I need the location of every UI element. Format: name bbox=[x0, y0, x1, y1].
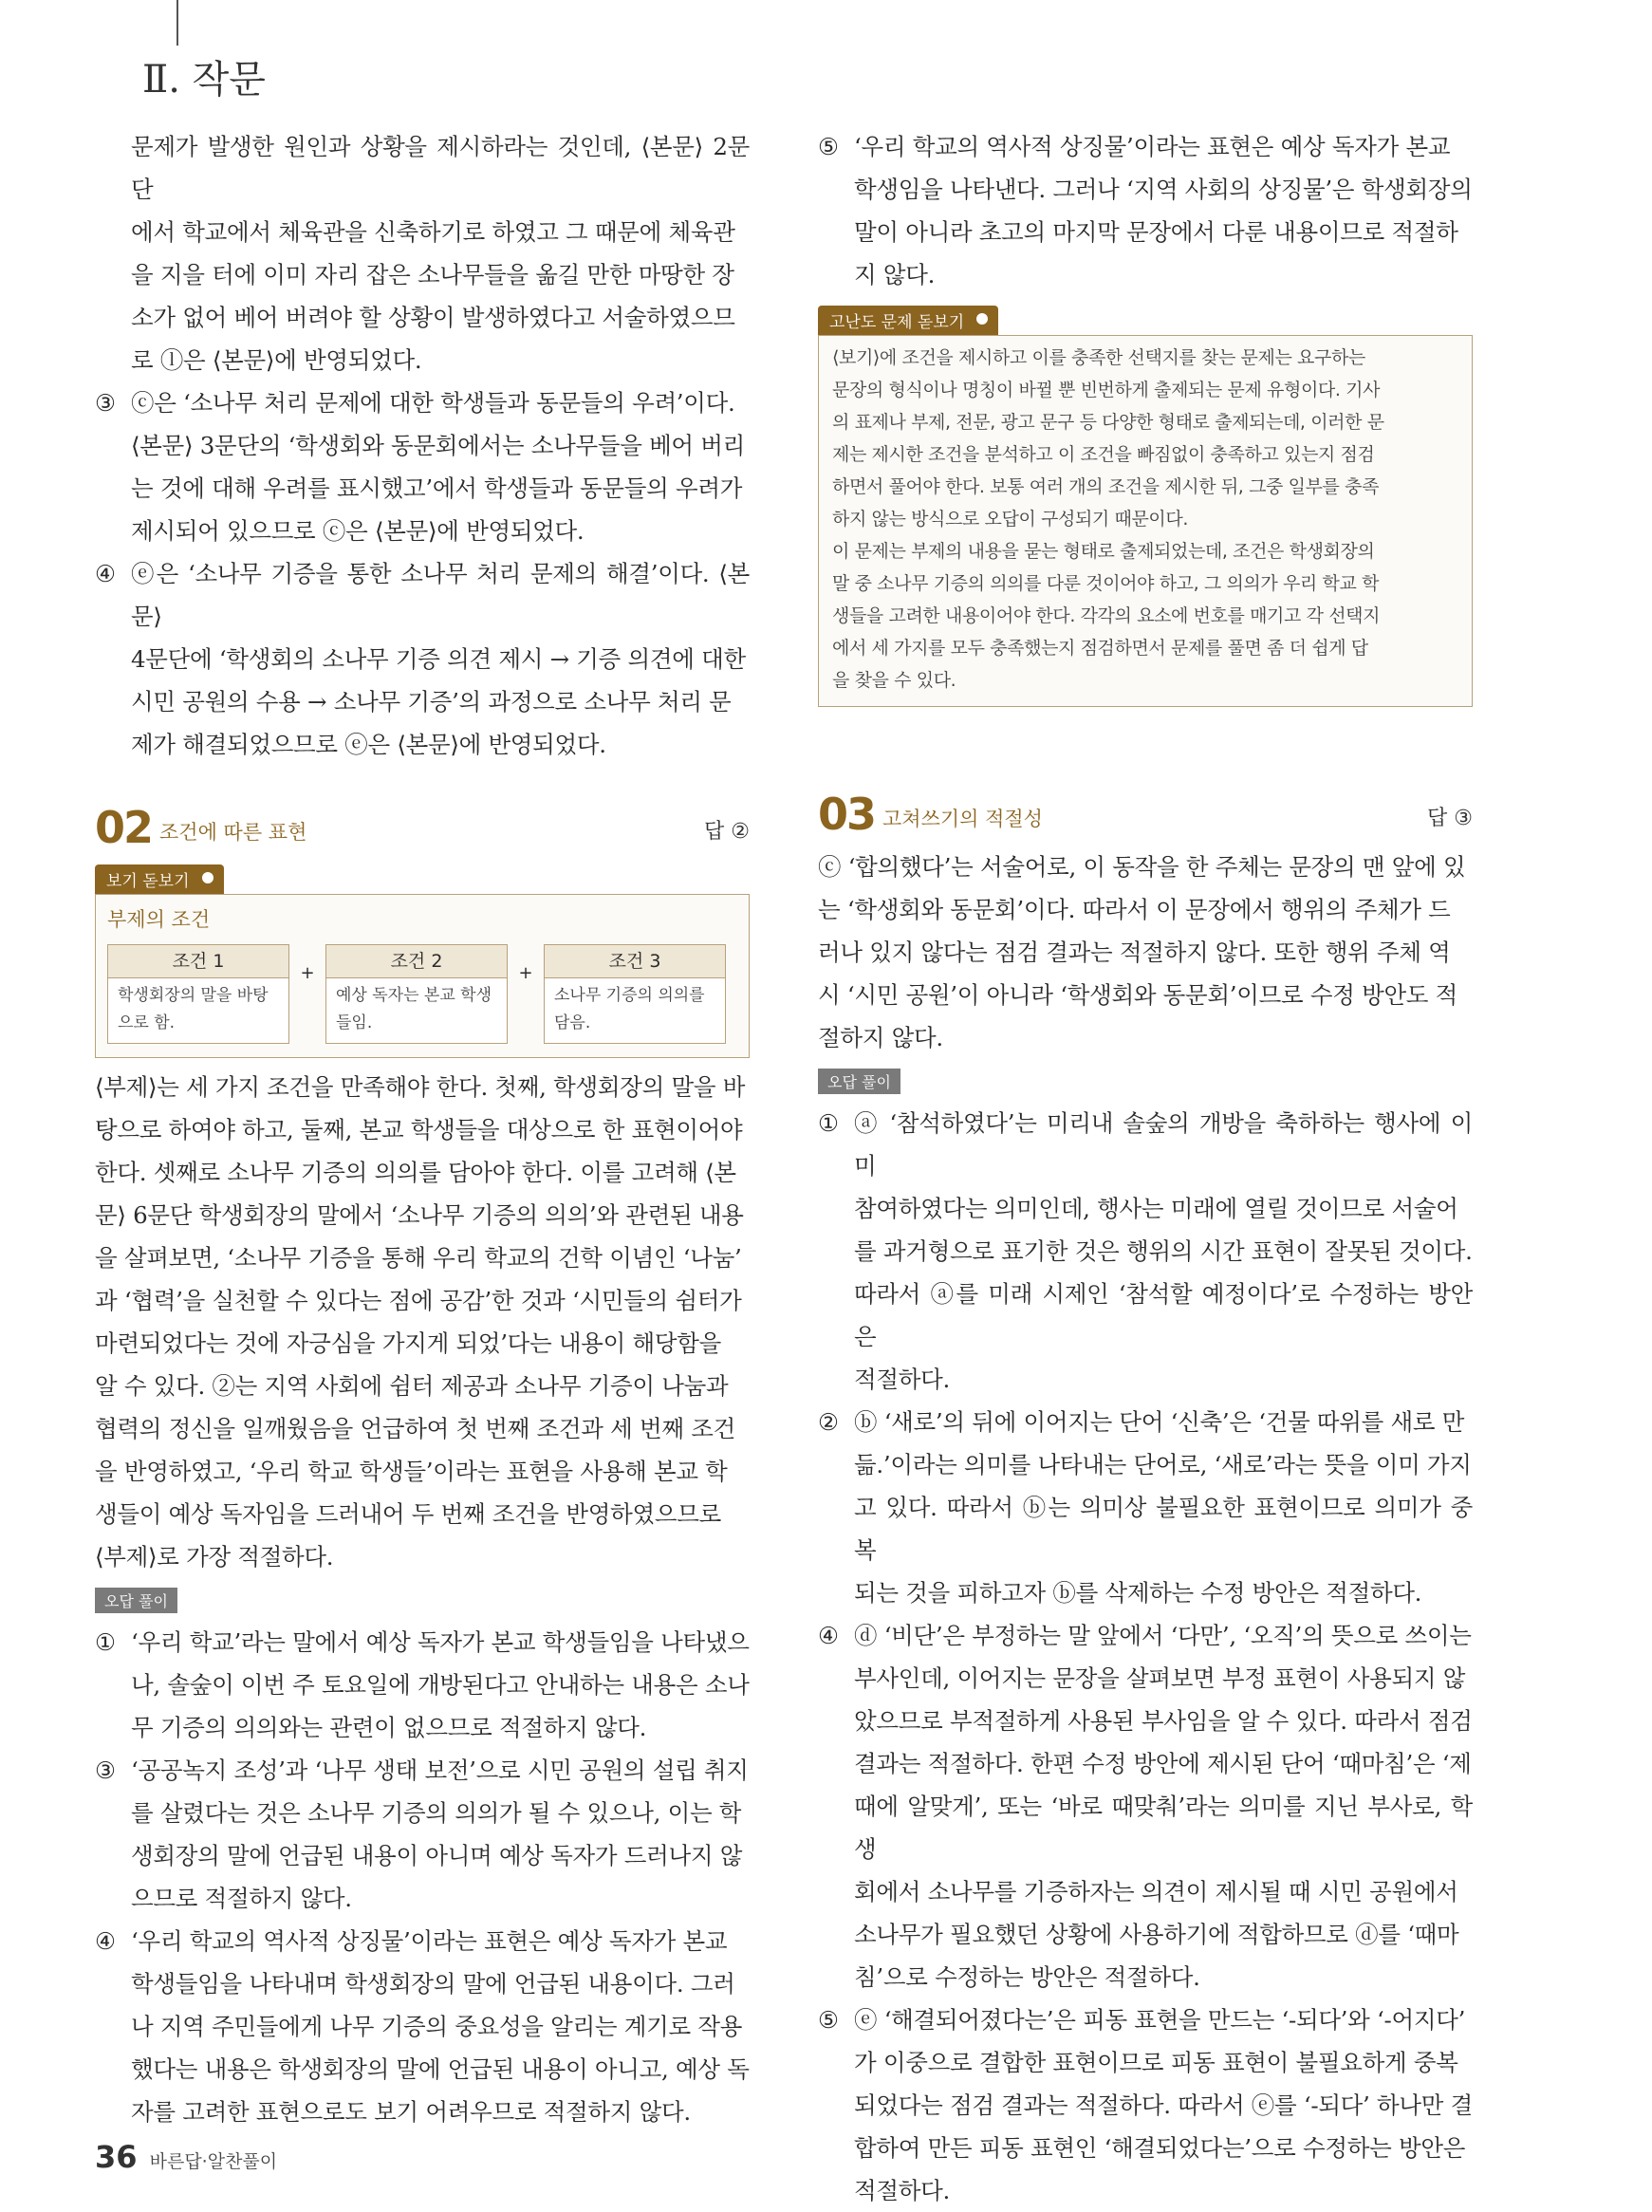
list-item bbox=[95, 552, 750, 766]
text-line: 나 지역 주민들에게 나무 기증의 중요성을 알리는 계기로 작용 bbox=[131, 2013, 743, 2040]
hard-problem-box bbox=[818, 306, 1473, 707]
left-column bbox=[95, 125, 750, 2133]
text-line: 학생임을 나타낸다. 그러나 ‘지역 사회의 상징물’은 학생회장의 bbox=[854, 176, 1473, 203]
conditions-row bbox=[107, 944, 737, 1044]
condition-head: 조건 2 bbox=[325, 944, 508, 978]
text-line: ‘우리 학교의 역사적 상징물’이라는 표현은 예상 독자가 본교 bbox=[854, 133, 1451, 160]
text-line: ⓒ은 ‘소나무 처리 문제에 대한 학생들과 동문들의 우려’이다. bbox=[131, 389, 735, 417]
text-line: 합하여 만든 피동 표현인 ‘해결되었다는’으로 수정하는 방안은 bbox=[854, 2134, 1466, 2162]
text-line: 부사인데, 이어지는 문장을 살펴보면 부정 표현이 사용되지 않 bbox=[854, 1664, 1466, 1692]
condition-card bbox=[107, 944, 289, 1044]
answer-label: 답 ② bbox=[704, 820, 750, 844]
text-line: ‘공공녹지 조성’과 ‘나무 생태 보전’으로 시민 공원의 설립 취지 bbox=[131, 1757, 749, 1784]
text-line: 았으므로 부적절하게 사용된 부사임을 알 수 있다. 따라서 점검 bbox=[854, 1707, 1473, 1735]
text-line: ⓓ ‘비단’은 부정하는 말 앞에서 ‘다만’, ‘오직’의 뜻으로 쓰이는 bbox=[854, 1622, 1472, 1649]
text-line: 침’으로 수정하는 방안은 적절하다. bbox=[854, 1963, 1200, 1991]
text-line: 과 ‘협력’을 실천할 수 있다는 점에 공감’한 것과 ‘시민들의 쉼터가 bbox=[95, 1287, 742, 1314]
list-item bbox=[95, 1920, 750, 2133]
list-item bbox=[818, 1102, 1473, 1401]
box-line: 말 중 소나무 기증의 의의를 다룬 것이어야 하고, 그 의의가 우리 학교 학 bbox=[832, 573, 1380, 594]
list-item bbox=[818, 1614, 1473, 1998]
condition-box bbox=[95, 864, 750, 1058]
text-line: 마련되었다는 것에 자긍심을 가지게 되었’다는 내용이 해당함을 bbox=[95, 1329, 721, 1357]
text-line: 지 않다. bbox=[854, 261, 936, 288]
box-line: 이 문제는 부제의 내용을 묻는 형태로 출제되었는데, 조건은 학생회장의 bbox=[832, 541, 1375, 562]
page-footer bbox=[95, 2139, 277, 2175]
magnifier-icon bbox=[974, 310, 991, 327]
list-item bbox=[95, 1749, 750, 1920]
text-line: 되었다는 점검 결과는 적절하다. 따라서 ⓔ를 ‘-되다’ 하나만 결 bbox=[854, 2091, 1473, 2119]
text-line: 는 것에 대해 우려를 표시했고’에서 학생들과 동문들의 우려가 bbox=[131, 474, 743, 502]
text-line: 무 기증의 의의와는 관련이 없으므로 적절하지 않다. bbox=[131, 1714, 647, 1741]
page-number: 36 bbox=[95, 2139, 138, 2175]
text-line: 되는 것을 피하고자 ⓑ를 삭제하는 수정 방안은 적절하다. bbox=[854, 1579, 1422, 1607]
hard-box-body bbox=[818, 335, 1473, 707]
list-item bbox=[818, 125, 1473, 296]
box-line: 하지 않는 방식으로 오답이 구성되기 때문이다. bbox=[832, 509, 1188, 530]
text-line: 결과는 적절하다. 한편 수정 방안에 제시된 단어 ‘때마침’은 ‘제 bbox=[854, 1750, 1472, 1777]
section-03-header bbox=[818, 789, 1473, 846]
text-line: ⓔ은 ‘소나무 기증을 통한 소나무 처리 문제의 해결’이다. ⟨본문⟩ bbox=[131, 560, 750, 630]
text-line: 회에서 소나무를 기증하자는 의견이 제시될 때 시민 공원에서 bbox=[854, 1878, 1458, 1905]
section-02-header bbox=[95, 802, 750, 859]
section-number: 03 bbox=[818, 789, 876, 840]
text-line: ‘우리 학교’라는 말에서 예상 독자가 본교 학생들임을 나타냈으 bbox=[131, 1628, 750, 1656]
box-title: 부제의 조건 bbox=[107, 908, 211, 931]
text-line: 러나 있지 않다는 점검 결과는 적절하지 않다. 또한 행위 주체 역 bbox=[818, 939, 1451, 966]
wrong-answer-badge: 오답 풀이 bbox=[818, 1069, 900, 1094]
item-number: ④ bbox=[95, 1927, 116, 1955]
text-line: 생회장의 말에 언급된 내용이 아니며 예상 독자가 드러나지 않 bbox=[131, 1842, 743, 1869]
box-line: ⟨보기⟩에 조건을 제시하고 이를 충족한 선택지를 찾는 문제는 요구하는 bbox=[832, 347, 1365, 368]
item-number: ① bbox=[95, 1628, 116, 1656]
text-line: 시 ‘시민 공원’이 아니라 ‘학생회와 동문회’이므로 수정 방안도 적 bbox=[818, 981, 1458, 1009]
text-line: 학생들임을 나타내며 학생회장의 말에 언급된 내용이다. 그러 bbox=[131, 1970, 735, 1998]
text-line: 문제가 발생한 원인과 상황을 제시하라는 것인데, ⟨본문⟩ 2문단 bbox=[131, 133, 750, 203]
text-line: 를 과거형으로 표기한 것은 행위의 시간 표현이 잘못된 것이다. bbox=[854, 1237, 1473, 1265]
item-number: ③ bbox=[95, 389, 116, 417]
plus-sign: + bbox=[300, 963, 315, 983]
item-number: ③ bbox=[95, 1757, 116, 1784]
text-line: 을 반영하였고, ‘우리 학교 학생들’이라는 표현을 사용해 본교 학 bbox=[95, 1458, 728, 1485]
section-number: 02 bbox=[95, 802, 153, 853]
text-line: 생들이 예상 독자임을 드러내어 두 번째 조건을 반영하였으므로 bbox=[95, 1500, 721, 1528]
section-title: 조건에 따른 표현 bbox=[159, 821, 307, 844]
text-line: 했다는 내용은 학생회장의 말에 언급된 내용이 아니고, 예상 독 bbox=[131, 2055, 750, 2083]
text-line: ⟨부제⟩로 가장 적절하다. bbox=[95, 1543, 334, 1571]
text-line: 고 있다. 따라서 ⓑ는 의미상 불필요한 표현이므로 의미가 중복 bbox=[854, 1494, 1473, 1564]
box-line: 생들을 고려한 내용이어야 한다. 각각의 요소에 번호를 매기고 각 선택지 bbox=[832, 605, 1381, 626]
condition-head: 조건 1 bbox=[107, 944, 289, 978]
text-line: 따라서 ⓐ를 미래 시제인 ‘참석할 예정이다’로 수정하는 방안은 bbox=[854, 1280, 1473, 1350]
text-line: 적절하다. bbox=[854, 1366, 950, 1393]
box-line: 문장의 형식이나 명칭이 바뀔 뿐 빈번하게 출제되는 문제 유형이다. 기사 bbox=[832, 380, 1381, 400]
condition-box-body bbox=[95, 894, 750, 1058]
item-number: ① bbox=[818, 1109, 839, 1137]
box-tab bbox=[818, 306, 998, 335]
text-line: 을 살펴보면, ‘소나무 기증을 통해 우리 학교의 건학 이념인 ‘나눔’ bbox=[95, 1244, 742, 1272]
list-item bbox=[818, 1401, 1473, 1614]
text-line: 자를 고려한 표현으로도 보기 어려우므로 적절하지 않다. bbox=[131, 2098, 691, 2126]
text-line: 으므로 적절하지 않다. bbox=[131, 1885, 352, 1912]
text-line: 를 살렸다는 것은 소나무 기증의 의의가 될 수 있으나, 이는 학 bbox=[131, 1799, 742, 1827]
text-line: 로 ⓛ은 ⟨본문⟩에 반영되었다. bbox=[131, 346, 422, 374]
text-line: 소가 없어 베어 버려야 할 상황이 발생하였다고 서술하였으므 bbox=[131, 304, 735, 331]
wrong-answer-badge: 오답 풀이 bbox=[95, 1588, 177, 1613]
text-line: ‘우리 학교의 역사적 상징물’이라는 표현은 예상 독자가 본교 bbox=[131, 1927, 728, 1955]
item-number: ② bbox=[818, 1408, 839, 1436]
text-line: ⓑ ‘새로’의 뒤에 이어지는 단어 ‘신축’은 ‘건물 따위를 새로 만 bbox=[854, 1408, 1465, 1436]
section-title: 고쳐쓰기의 적절성 bbox=[882, 808, 1043, 830]
text-line: ⟨본문⟩ 3문단의 ‘학생회와 동문회에서는 소나무들을 베어 버리 bbox=[131, 432, 746, 459]
condition-card bbox=[325, 944, 508, 1044]
text-line: 는 ‘학생회와 동문회’이다. 따라서 이 문장에서 행위의 주체가 드 bbox=[818, 896, 1451, 923]
box-line: 의 표제나 부제, 전문, 광고 문구 등 다양한 형태로 출제되는데, 이러한 문 bbox=[832, 412, 1384, 433]
condition-body: 소나무 기증의 의의를 담음. bbox=[544, 978, 726, 1044]
text-line: 가 이중으로 결합한 표현이므로 피동 표현이 불필요하게 중복 bbox=[854, 2049, 1458, 2076]
box-line: 하면서 풀어야 한다. 보통 여러 개의 조건을 제시한 뒤, 그중 일부를 충족 bbox=[832, 476, 1380, 497]
box-tab bbox=[95, 864, 224, 894]
text-line: ⓔ ‘해결되어졌다는’은 피동 표현을 만드는 ‘-되다’와 ‘-어지다’ bbox=[854, 2006, 1466, 2034]
box-line: 제는 제시한 조건을 분석하고 이 조건을 빠짐없이 충족하고 있는지 점검 bbox=[832, 444, 1375, 465]
box-tab-label: 고난도 문제 돋보기 bbox=[829, 313, 965, 332]
condition-head: 조건 3 bbox=[544, 944, 726, 978]
text-line: 시민 공원의 수용 → 소나무 기증’의 과정으로 소나무 처리 문 bbox=[131, 688, 732, 716]
answer-label: 답 ③ bbox=[1427, 807, 1473, 830]
text-line: ⓐ ‘참석하였다’는 미리내 솔숲의 개방을 축하하는 행사에 이미 bbox=[854, 1109, 1473, 1180]
text-line: 제시되어 있으므로 ⓒ은 ⟨본문⟩에 반영되었다. bbox=[131, 517, 585, 545]
text-line: 때에 알맞게’, 또는 ‘바로 때맞춰’라는 의미를 지닌 부사로, 학생 bbox=[854, 1793, 1473, 1863]
chapter-title: Ⅱ. 작문 bbox=[142, 58, 266, 102]
condition-body: 예상 독자는 본교 학생들임. bbox=[325, 978, 508, 1044]
text-line: 에서 학교에서 체육관을 신축하기로 하였고 그 때문에 체육관 bbox=[131, 218, 735, 246]
text-line: 참여하였다는 의미인데, 행사는 미래에 열릴 것이므로 서술어 bbox=[854, 1195, 1458, 1222]
text-line: 을 지을 터에 이미 자리 잡은 소나무들을 옮길 만한 마땅한 장 bbox=[131, 261, 734, 288]
text-line: ⟨부제⟩는 세 가지 조건을 만족해야 한다. 첫째, 학생회장의 말을 바 bbox=[95, 1073, 746, 1101]
text-line: 문⟩ 6문단 학생회장의 말에서 ‘소나무 기증의 의의’와 관련된 내용 bbox=[95, 1201, 744, 1229]
text-line: 듦.’이라는 의미를 나타내는 단어로, ‘새로’라는 뜻을 이미 가지 bbox=[854, 1451, 1472, 1478]
plus-sign: + bbox=[518, 963, 533, 983]
text-line: 적절하다. bbox=[854, 2177, 950, 2204]
text-line: ⓒ ‘합의했다’는 서술어로, 이 동작을 한 주체는 문장의 맨 앞에 있 bbox=[818, 853, 1466, 881]
text-line: 알 수 있다. ②는 지역 사회에 쉼터 제공과 소나무 기증이 나눔과 bbox=[95, 1372, 729, 1400]
right-column bbox=[818, 125, 1473, 2212]
box-line: 에서 세 가지를 모두 충족했는지 점검하면서 문제를 풀면 좀 더 쉽게 답 bbox=[832, 638, 1368, 659]
text-line: 4문단에 ‘학생회의 소나무 기증 의견 제시 → 기증 의견에 대한 bbox=[131, 645, 746, 673]
text-line: 한다. 셋째로 소나무 기증의 의의를 담아야 한다. 이를 고려해 ⟨본 bbox=[95, 1159, 736, 1186]
text-line: 탕으로 하여야 하고, 둘째, 본교 학생들을 대상으로 한 표현이어야 bbox=[95, 1116, 743, 1143]
list-item bbox=[95, 381, 750, 552]
list-item bbox=[95, 1621, 750, 1749]
text-line: 제가 해결되었으므로 ⓔ은 ⟨본문⟩에 반영되었다. bbox=[131, 731, 606, 758]
footer-label: 바른답·알찬풀이 bbox=[149, 2151, 278, 2172]
list-item bbox=[818, 1998, 1473, 2212]
item-number: ⑤ bbox=[818, 133, 839, 160]
intro-paragraph bbox=[95, 125, 750, 381]
condition-card bbox=[544, 944, 726, 1044]
text-line: 절하지 않다. bbox=[818, 1024, 943, 1051]
magnifier-icon bbox=[199, 869, 216, 886]
item-number: ④ bbox=[818, 1622, 839, 1649]
section-03-explanation bbox=[818, 846, 1473, 1059]
section-02-explanation bbox=[95, 1066, 750, 1578]
box-line: 을 찾을 수 있다. bbox=[832, 670, 956, 691]
text-line: 소나무가 필요했던 상황에 사용하기에 적합하므로 ⓓ를 ‘때마 bbox=[854, 1921, 1459, 1948]
item-number: ⑤ bbox=[818, 2006, 839, 2034]
header-rule bbox=[176, 0, 178, 46]
text-line: 협력의 정신을 일깨웠음을 언급하여 첫 번째 조건과 세 번째 조건 bbox=[95, 1415, 735, 1442]
condition-body: 학생회장의 말을 바탕으로 함. bbox=[107, 978, 289, 1044]
item-number: ④ bbox=[95, 560, 116, 587]
text-line: 나, 솔숲이 이번 주 토요일에 개방된다고 안내하는 내용은 소나 bbox=[131, 1671, 750, 1699]
box-tab-label: 보기 돋보기 bbox=[106, 872, 190, 891]
text-line: 말이 아니라 초고의 마지막 문장에서 다룬 내용이므로 적절하 bbox=[854, 218, 1458, 246]
